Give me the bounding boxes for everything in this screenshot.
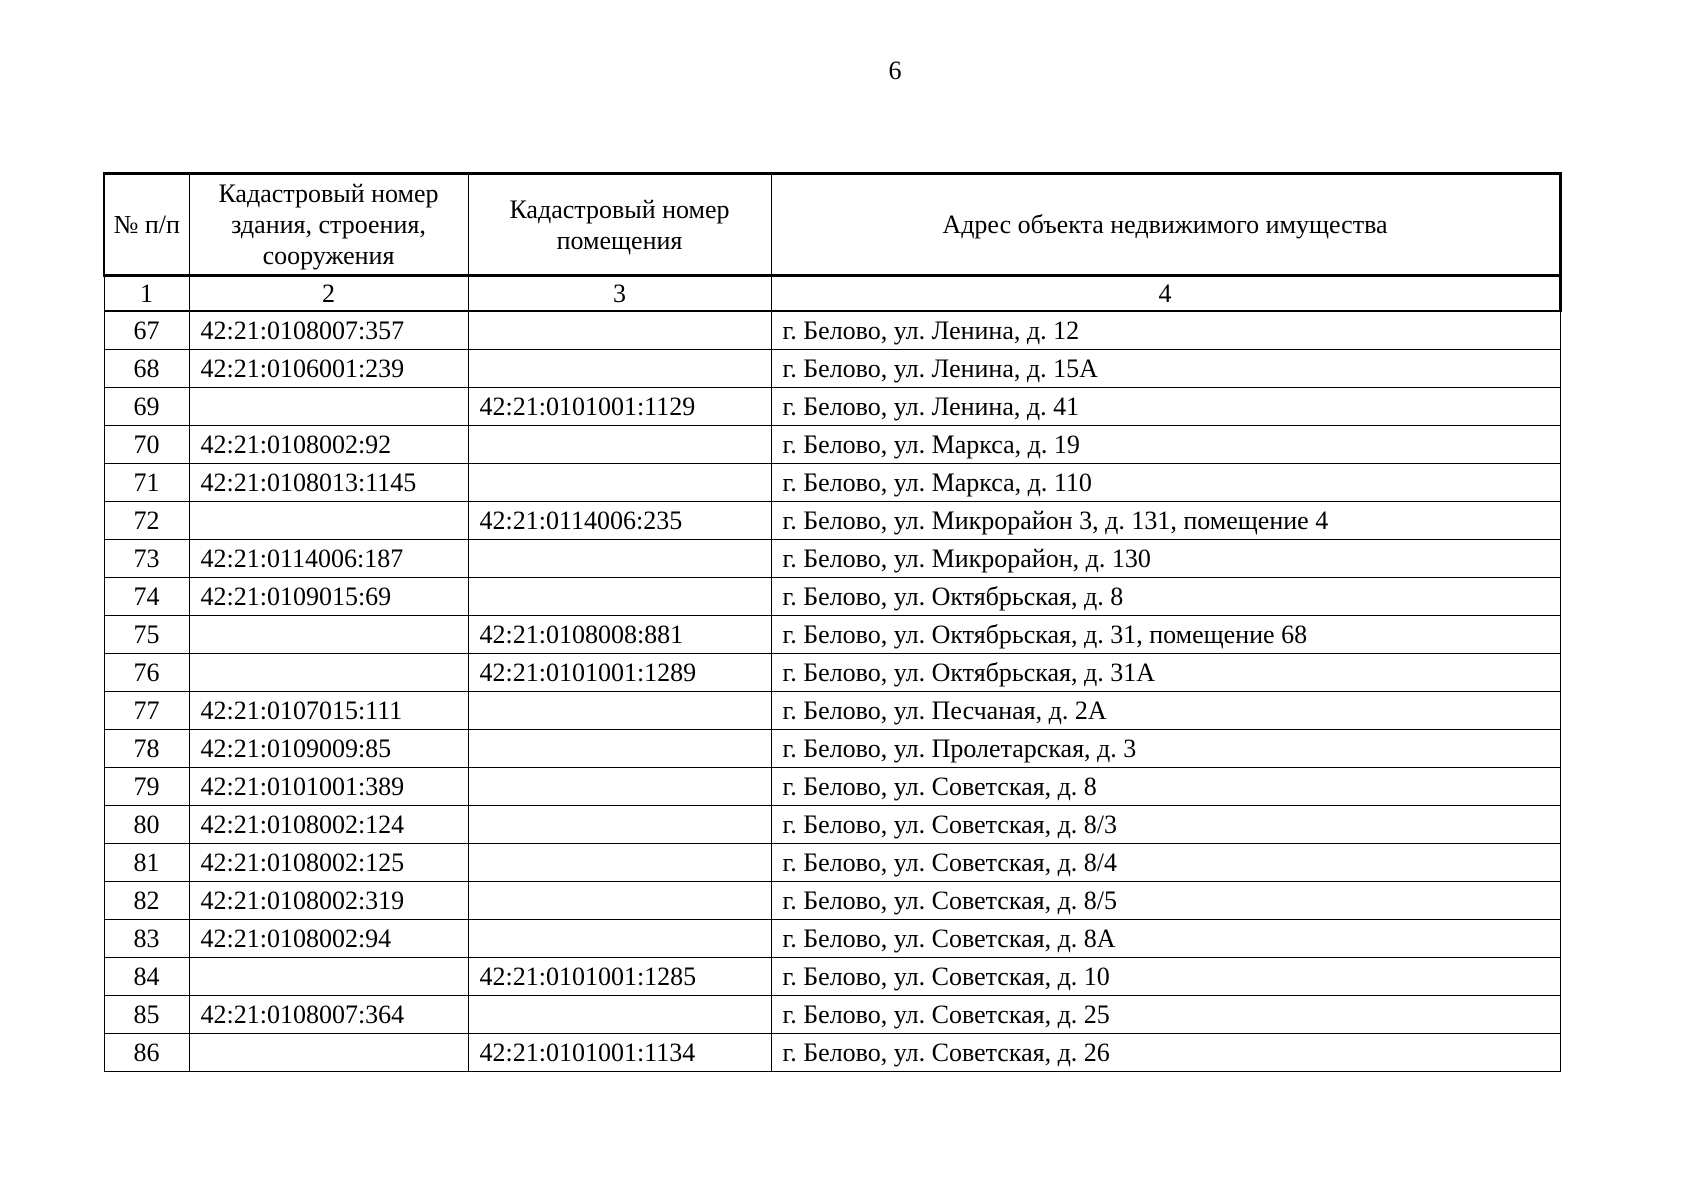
- room-cadastral-cell: [468, 540, 771, 578]
- table-row: [104, 311, 1560, 350]
- table-row: [104, 730, 1560, 768]
- row-number-cell: 70: [104, 426, 189, 464]
- row-number-cell: 67: [104, 311, 189, 350]
- table-row: [104, 768, 1560, 806]
- address-cell: г. Белово, ул. Советская, д. 8/3: [771, 806, 1560, 844]
- row-number-cell: 79: [104, 768, 189, 806]
- table-row: [104, 920, 1560, 958]
- building-cadastral-cell: 42:21:0101001:389: [189, 768, 468, 806]
- row-number-cell: 77: [104, 692, 189, 730]
- row-number-cell: 73: [104, 540, 189, 578]
- table-row: [104, 578, 1560, 616]
- page-number: 6: [888, 56, 902, 85]
- building-cadastral-cell: [189, 958, 468, 996]
- row-number-cell: 78: [104, 730, 189, 768]
- address-cell: г. Белово, ул. Микрорайон 3, д. 131, помещение 4: [771, 502, 1560, 540]
- row-number-cell: 86: [104, 1034, 189, 1072]
- row-number-cell: 82: [104, 882, 189, 920]
- address-cell: г. Белово, ул. Советская, д. 8/5: [771, 882, 1560, 920]
- building-cadastral-cell: [189, 502, 468, 540]
- table-row: [104, 844, 1560, 882]
- column-number: 3: [468, 276, 771, 312]
- column-number: 1: [104, 276, 189, 312]
- row-number-cell: 72: [104, 502, 189, 540]
- row-number-cell: 83: [104, 920, 189, 958]
- address-cell: г. Белово, ул. Ленина, д. 12: [771, 311, 1560, 350]
- building-cadastral-cell: 42:21:0108007:357: [189, 311, 468, 350]
- row-number-cell: 80: [104, 806, 189, 844]
- table-row: [104, 882, 1560, 920]
- room-cadastral-cell: [468, 844, 771, 882]
- room-cadastral-cell: [468, 311, 771, 350]
- address-cell: г. Белово, ул. Пролетарская, д. 3: [771, 730, 1560, 768]
- room-cadastral-cell: [468, 464, 771, 502]
- building-cadastral-cell: 42:21:0108007:364: [189, 996, 468, 1034]
- table-row: [104, 996, 1560, 1034]
- room-cadastral-cell: [468, 692, 771, 730]
- address-cell: г. Белово, ул. Советская, д. 8: [771, 768, 1560, 806]
- address-cell: г. Белово, ул. Октябрьская, д. 31, помещение 68: [771, 616, 1560, 654]
- header-row-number: № п/п: [104, 174, 189, 276]
- building-cadastral-cell: 42:21:0107015:111: [189, 692, 468, 730]
- building-cadastral-cell: 42:21:0108002:319: [189, 882, 468, 920]
- address-cell: г. Белово, ул. Микрорайон, д. 130: [771, 540, 1560, 578]
- table-header-row: [104, 174, 1560, 276]
- table-row: [104, 616, 1560, 654]
- table-row: [104, 350, 1560, 388]
- address-cell: г. Белово, ул. Октябрьская, д. 8: [771, 578, 1560, 616]
- column-number-row: [104, 276, 1560, 312]
- address-cell: г. Белово, ул. Маркса, д. 110: [771, 464, 1560, 502]
- room-cadastral-cell: [468, 730, 771, 768]
- building-cadastral-cell: [189, 1034, 468, 1072]
- room-cadastral-cell: [468, 350, 771, 388]
- row-number-cell: 84: [104, 958, 189, 996]
- building-cadastral-cell: 42:21:0108002:92: [189, 426, 468, 464]
- building-cadastral-cell: 42:21:0108013:1145: [189, 464, 468, 502]
- address-cell: г. Белово, ул. Советская, д. 8А: [771, 920, 1560, 958]
- row-number-cell: 68: [104, 350, 189, 388]
- address-cell: г. Белово, ул. Маркса, д. 19: [771, 426, 1560, 464]
- room-cadastral-cell: 42:21:0114006:235: [468, 502, 771, 540]
- building-cadastral-cell: [189, 616, 468, 654]
- building-cadastral-cell: 42:21:0109015:69: [189, 578, 468, 616]
- room-cadastral-cell: [468, 578, 771, 616]
- room-cadastral-cell: 42:21:0101001:1129: [468, 388, 771, 426]
- column-number: 4: [771, 276, 1560, 312]
- table-row: [104, 806, 1560, 844]
- room-cadastral-cell: [468, 768, 771, 806]
- building-cadastral-cell: 42:21:0114006:187: [189, 540, 468, 578]
- row-number-cell: 85: [104, 996, 189, 1034]
- room-cadastral-cell: 42:21:0101001:1285: [468, 958, 771, 996]
- column-number: 2: [189, 276, 468, 312]
- room-cadastral-cell: [468, 920, 771, 958]
- building-cadastral-cell: 42:21:0106001:239: [189, 350, 468, 388]
- building-cadastral-cell: [189, 654, 468, 692]
- row-number-cell: 76: [104, 654, 189, 692]
- table-row: [104, 654, 1560, 692]
- room-cadastral-cell: 42:21:0108008:881: [468, 616, 771, 654]
- address-cell: г. Белово, ул. Песчаная, д. 2А: [771, 692, 1560, 730]
- table-row: [104, 540, 1560, 578]
- building-cadastral-cell: 42:21:0108002:125: [189, 844, 468, 882]
- header-building-cadastral: Кадастровый номер здания, строения, сооружения: [189, 174, 468, 276]
- property-table: [103, 172, 1562, 1072]
- room-cadastral-cell: [468, 806, 771, 844]
- room-cadastral-cell: 42:21:0101001:1289: [468, 654, 771, 692]
- table-row: [104, 1034, 1560, 1072]
- address-cell: г. Белово, ул. Советская, д. 25: [771, 996, 1560, 1034]
- address-cell: г. Белово, ул. Советская, д. 8/4: [771, 844, 1560, 882]
- building-cadastral-cell: [189, 388, 468, 426]
- row-number-cell: 75: [104, 616, 189, 654]
- header-room-cadastral: Кадастровый номер помещения: [468, 174, 771, 276]
- room-cadastral-cell: [468, 882, 771, 920]
- room-cadastral-cell: 42:21:0101001:1134: [468, 1034, 771, 1072]
- address-cell: г. Белово, ул. Ленина, д. 41: [771, 388, 1560, 426]
- row-number-cell: 81: [104, 844, 189, 882]
- address-cell: г. Белово, ул. Октябрьская, д. 31А: [771, 654, 1560, 692]
- building-cadastral-cell: 42:21:0108002:94: [189, 920, 468, 958]
- room-cadastral-cell: [468, 426, 771, 464]
- row-number-cell: 71: [104, 464, 189, 502]
- row-number-cell: 74: [104, 578, 189, 616]
- table-row: [104, 958, 1560, 996]
- building-cadastral-cell: 42:21:0108002:124: [189, 806, 468, 844]
- address-cell: г. Белово, ул. Советская, д. 26: [771, 1034, 1560, 1072]
- row-number-cell: 69: [104, 388, 189, 426]
- address-cell: г. Белово, ул. Советская, д. 10: [771, 958, 1560, 996]
- room-cadastral-cell: [468, 996, 771, 1034]
- table-row: [104, 502, 1560, 540]
- table-row: [104, 426, 1560, 464]
- table-row: [104, 388, 1560, 426]
- header-address: Адрес объекта недвижимого имущества: [771, 174, 1560, 276]
- table-row: [104, 464, 1560, 502]
- building-cadastral-cell: 42:21:0109009:85: [189, 730, 468, 768]
- table-row: [104, 692, 1560, 730]
- table-body: [104, 311, 1560, 1072]
- address-cell: г. Белово, ул. Ленина, д. 15А: [771, 350, 1560, 388]
